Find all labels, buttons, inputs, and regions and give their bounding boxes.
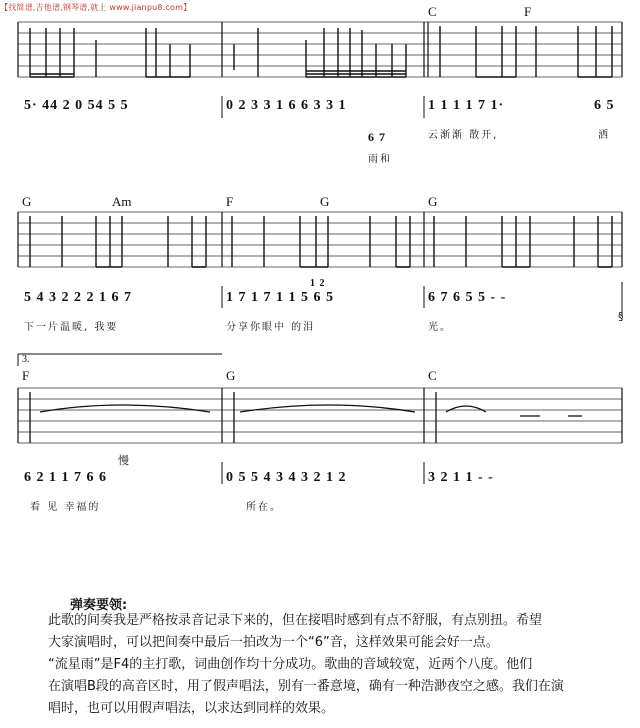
jianpu-measure: 3 2 1 1 - -	[428, 470, 494, 485]
lyric-line: 分享你眼中 的泪	[226, 322, 316, 333]
guide-title: 弹奏要领:	[70, 598, 128, 613]
site-banner: 【找简谱,吉他谱,钢琴谱,就上 www.jianpu8.com】	[0, 3, 192, 12]
jianpu-grace-notes: 1 2	[310, 278, 326, 289]
lyric-line: 洒	[598, 130, 610, 141]
jianpu-measure: 6 2 1 1 7 6 6	[24, 470, 107, 485]
guide-paragraph-line: “流星雨”是F4的主打歌，词曲创作均十分成功。歌曲的音域较宽，近两个八度。他们	[48, 657, 533, 672]
guide-paragraph-line: 此歌的间奏我是严格按录音记录下来的，但在接唱时感到有点不舒服，有点别扭。希望	[48, 613, 543, 628]
jianpu-measure: 6 7 6 5 5 - -	[428, 290, 507, 305]
jianpu-alt-notes: 6 7	[368, 130, 386, 144]
jianpu-measure: 1 1 1 1 7 1·	[428, 98, 505, 113]
guide-paragraph-line: 唱时，也可以用假声唱法，以求达到同样的效果。	[48, 701, 335, 716]
chord-G: G	[428, 194, 438, 209]
jianpu-measure: 5· 44 2 0 54 5 5	[24, 98, 129, 113]
chord-G: G	[320, 194, 330, 209]
chord-G: G	[226, 368, 236, 383]
chord-Am: Am	[112, 194, 132, 209]
chord-F: F	[226, 194, 234, 209]
jianpu-measure: 6 5	[594, 98, 615, 113]
jianpu-measure: 0 5 5 4 3 4 3 2 1 2	[226, 470, 347, 485]
chord-F: F	[22, 368, 30, 383]
guide-paragraph-line: 大家演唱时，可以把间奏中最后一拍改为一个“6”音，这样效果可能会好一点。	[48, 635, 499, 650]
staff-row-2	[18, 212, 622, 267]
lyric-line: 下一片温暖, 我要	[24, 322, 119, 333]
staff-row-1	[18, 22, 622, 77]
segno-icon: §	[618, 310, 624, 323]
jianpu-measure: 1 7 1 7 1 1 5 6 5	[226, 290, 334, 305]
lyric-line: 雨和	[368, 154, 392, 165]
tempo-mark: 慢	[118, 454, 129, 467]
chord-C: C	[428, 4, 437, 19]
chord-F: F	[524, 4, 532, 19]
volta-bracket: 3.	[22, 354, 30, 365]
lyric-line: 光。	[428, 322, 452, 333]
chord-G: G	[22, 194, 32, 209]
chord-C: C	[428, 368, 437, 383]
jianpu-measure: 5 4 3 2 2 2 1 6 7	[24, 290, 132, 305]
lyric-line: 所在。	[246, 502, 282, 513]
lyric-line: 看 见 幸福的	[30, 502, 101, 513]
guide-paragraph-line: 在演唱B段的高音区时，用了假声唱法，别有一番意境，确有一种浩渺夜空之感。我们在演	[48, 679, 564, 694]
jianpu-measure: 0 2 3 3 1 6 6 3 3 1	[226, 98, 347, 113]
lyric-line: 云渐渐 散开,	[428, 130, 499, 141]
